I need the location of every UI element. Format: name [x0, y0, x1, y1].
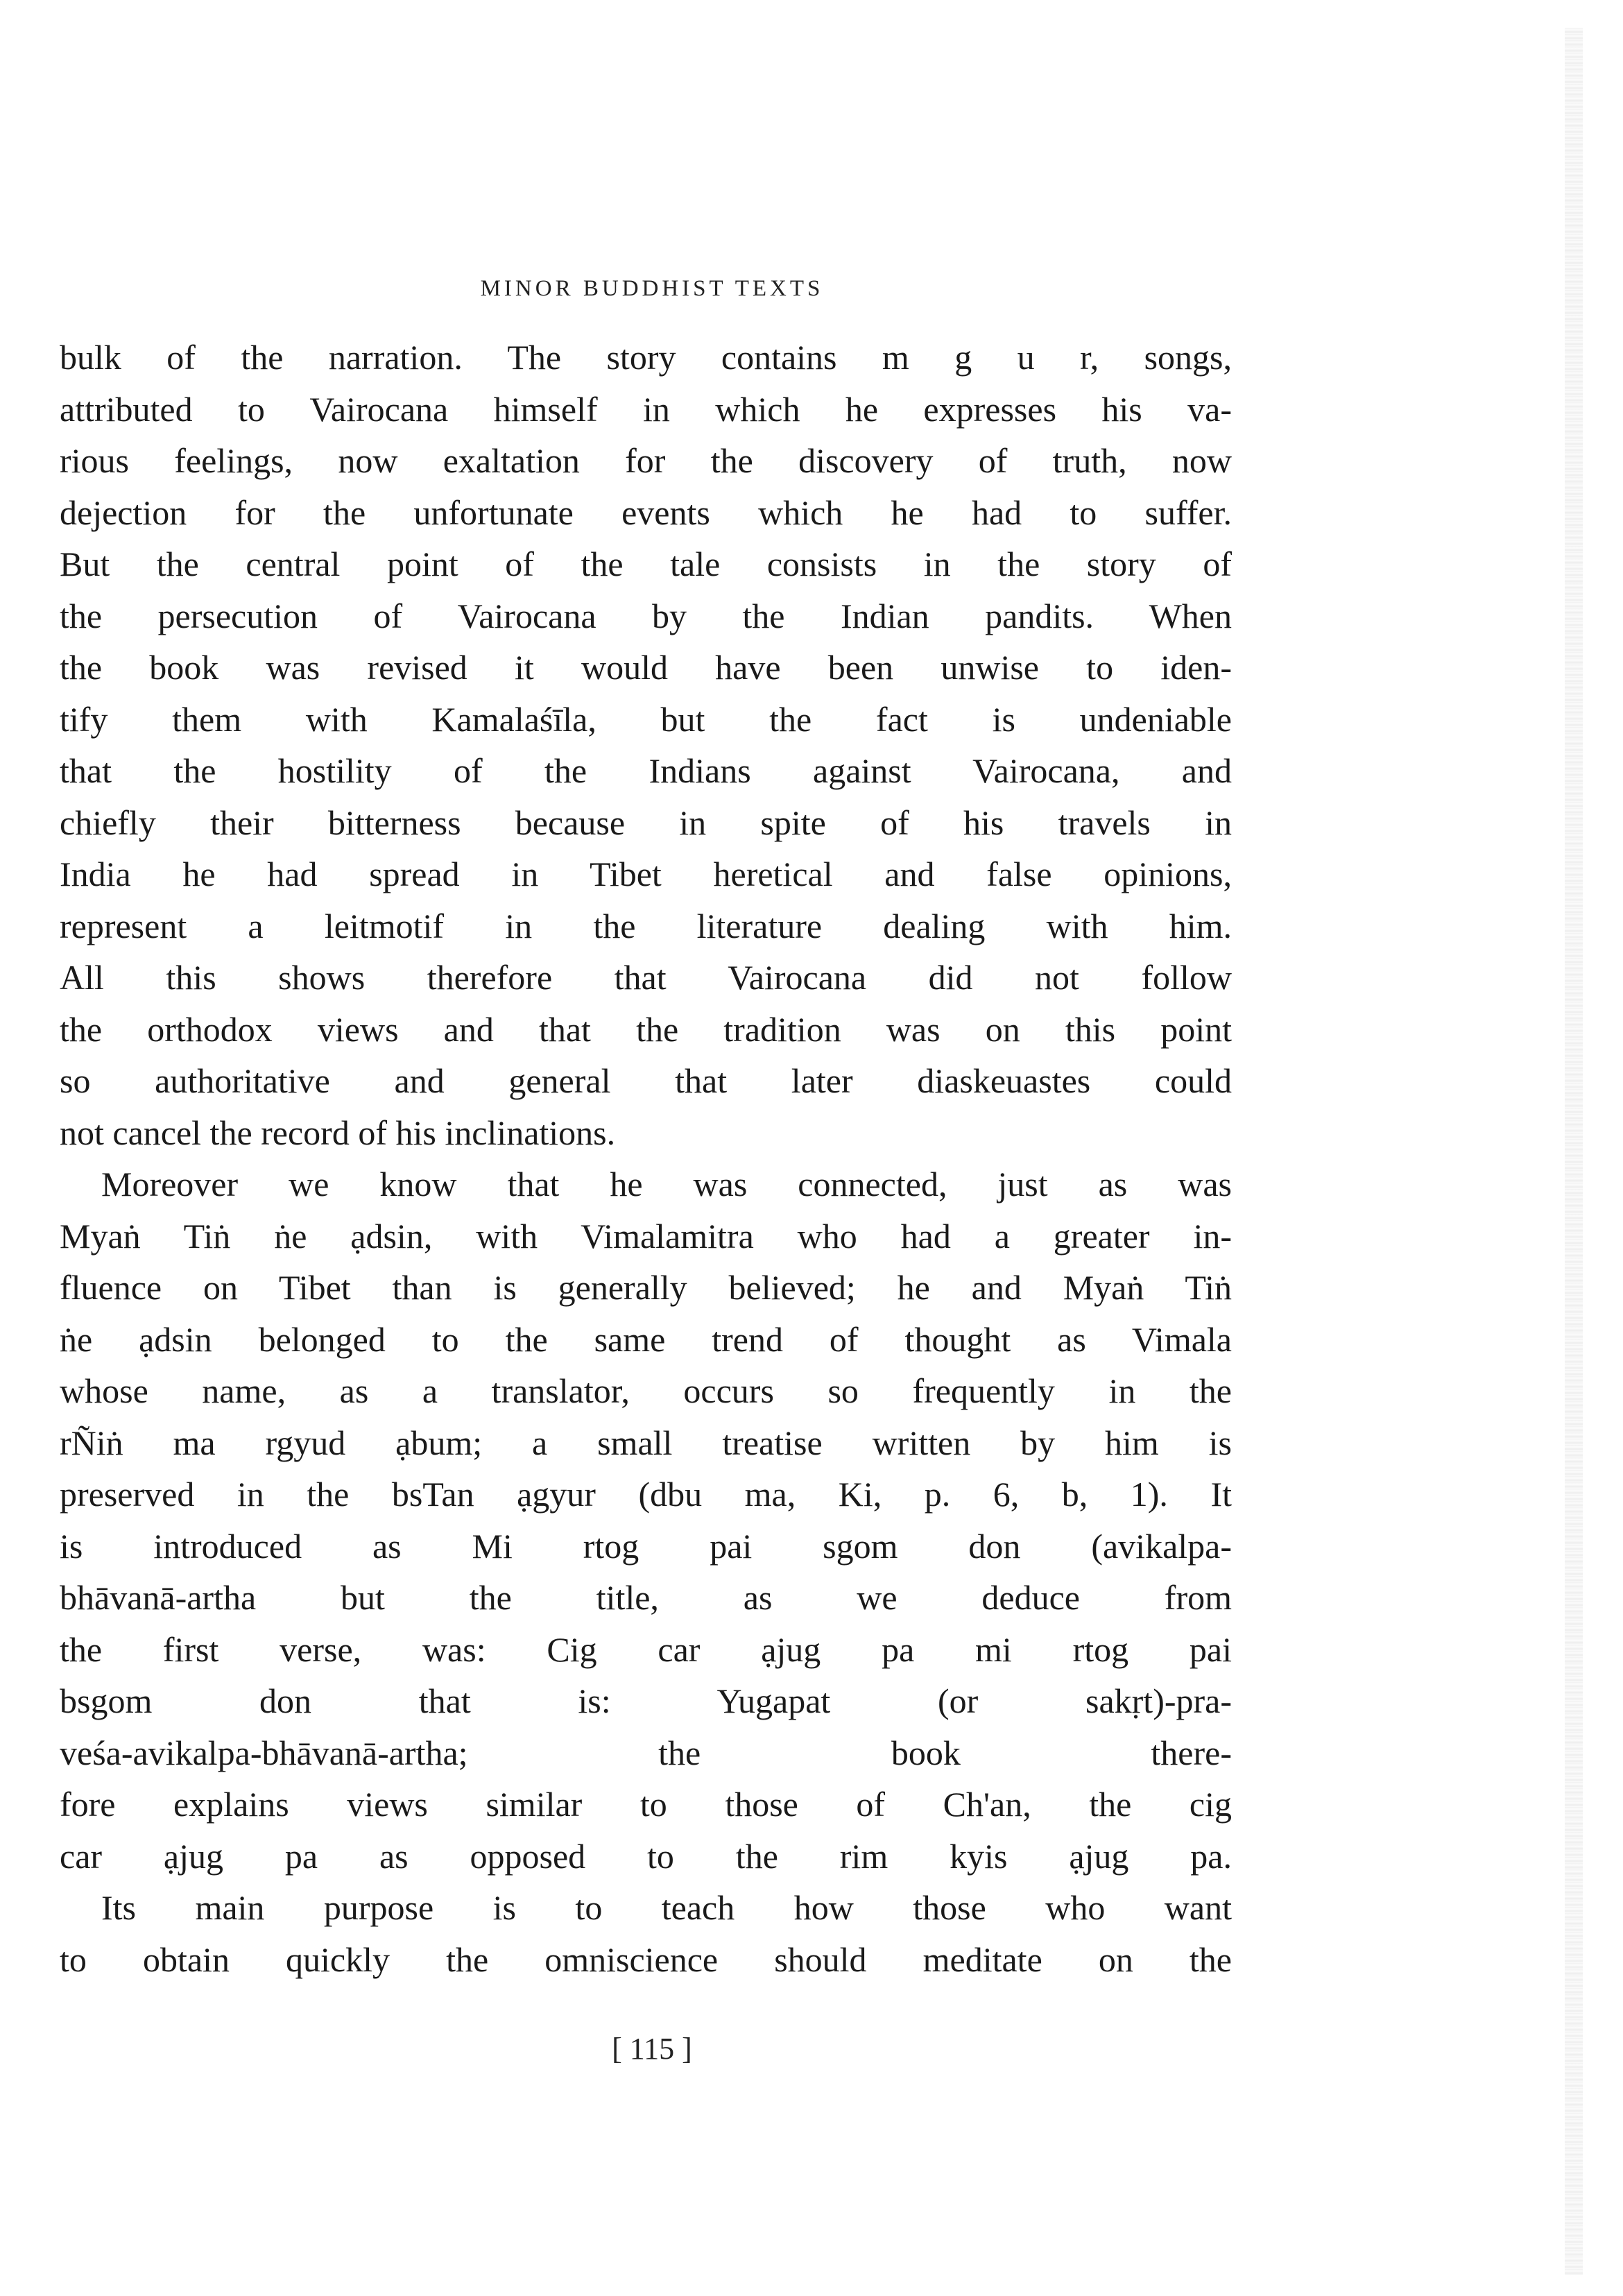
- body-text: [60, 332, 1232, 1985]
- text-line: the first verse, was: Cig car ạjug pa mi rtog pai: [60, 1629, 1232, 1669]
- text-line: car ạjug pa as opposed to the rim kyis ạjug pa.: [60, 1836, 1232, 1876]
- text-line: whose name, as a translator, occurs so frequently in the: [60, 1371, 1232, 1410]
- text-line: bsgom don that is: Yugapat (or sakṛt)-pra-: [60, 1681, 1232, 1720]
- text-line: India he had spread in Tibet heretical and false opinions,: [60, 855, 1232, 893]
- text-line: is introduced as Mi rtog pai sgom don (avikalpa-: [60, 1526, 1232, 1566]
- text-line: the persecution of Vairocana by the Indian pandits. When: [60, 596, 1232, 635]
- text-line: represent a leitmotif in the literature dealing with him.: [60, 906, 1232, 945]
- text-line: fluence on Tibet than is generally believed; he and Myaṅ Tiṅ: [60, 1268, 1232, 1307]
- text-line: But the central point of the tale consists in the story of: [60, 545, 1232, 583]
- text-line: that the hostility of the Indians against Vairocana, and: [60, 751, 1232, 790]
- running-head: MINOR BUDDHIST TEXTS: [480, 276, 824, 301]
- text-line: the book was revised it would have been unwise to iden-: [60, 648, 1232, 687]
- text-line: rÑiṅ ma rgyud ạbum; a small treatise written by him is: [60, 1423, 1232, 1462]
- text-line: dejection for the unfortunate events which he had to suffer.: [60, 492, 1232, 532]
- text-line: Its main purpose is to teach how those who want: [101, 1888, 1232, 1927]
- text-line: bhāvanā-artha but the title, as we deduce from: [60, 1578, 1232, 1617]
- text-line: chiefly their bitterness because in spite of his travels in: [60, 803, 1232, 842]
- text-line: rious feelings, now exaltation for the discovery of truth, now: [60, 441, 1232, 480]
- text-line: attributed to Vairocana himself in which he expresses his va-: [60, 389, 1232, 429]
- text-line: fore explains views similar to those of Ch'an, the cig: [60, 1785, 1232, 1824]
- text-line: to obtain quickly the omniscience should meditate on the: [60, 1939, 1232, 1979]
- text-line: Moreover we know that he was connected, just as was: [101, 1165, 1232, 1203]
- text-line: Myaṅ Tiṅ ṅe ạdsin, with Vimalamitra who had a greater in-: [60, 1216, 1232, 1256]
- text-line: so authoritative and general that later diaskeuastes could: [60, 1061, 1232, 1100]
- text-line: All this shows therefore that Vairocana did not follow: [60, 958, 1232, 997]
- text-line: not cancel the record of his inclinations.: [60, 1113, 616, 1152]
- text-line: the orthodox views and that the tradition was on this point: [60, 1009, 1232, 1049]
- scan-edge-shadow: [1565, 28, 1583, 2275]
- page-number: [ 115 ]: [612, 2032, 692, 2066]
- text-line: tify them with Kamalaśīla, but the fact is undeniable: [60, 699, 1232, 739]
- text-line: ṅe ạdsin belonged to the same trend of thought as Vimala: [60, 1319, 1232, 1359]
- text-line: preserved in the bsTan ạgyur (dbu ma, Ki, p. 6, b, 1). It: [60, 1475, 1232, 1514]
- text-line: veśa-avikalpa-bhāvanā-artha; the book there-: [60, 1733, 1232, 1772]
- text-line: bulk of the narration. The story contains m g u r, songs,: [60, 338, 1232, 377]
